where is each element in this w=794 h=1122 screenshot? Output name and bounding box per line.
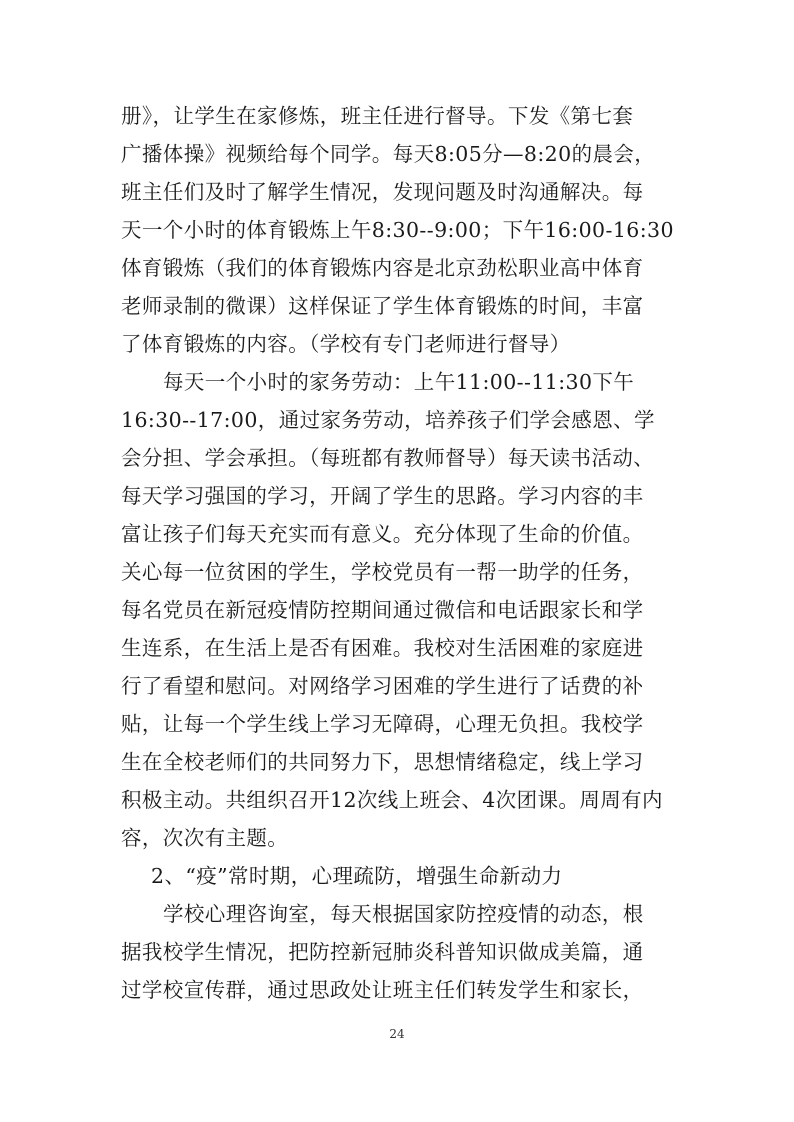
- text-line: 天一个小时的体育锻炼上午8:30--9:00；下午16:00-16:30: [121, 218, 674, 242]
- text-line: 广播体操》视频给每个同学。每天8:05分—8:20的晨会，: [121, 142, 656, 166]
- text-line: 每名党员在新冠疫情防控期间通过微信和电话跟家长和学: [121, 598, 644, 622]
- text-line: 过学校宣传群，通过思政处让班主任们转发学生和家长，: [121, 978, 644, 1002]
- text-line: 积极主动。共组织召开12次线上班会、4次团课。周周有内: [121, 788, 663, 812]
- text-line: 16:30--17:00，通过家务劳动，培养孩子们学会感恩、学: [121, 408, 655, 432]
- text-line: 会分担、学会承担。（每班都有教师督导）每天读书活动、: [121, 446, 655, 470]
- text-line: 关心每一位贫困的学生，学校党员有一帮一助学的任务，: [121, 560, 644, 584]
- text-line: 每天学习强国的学习，开阔了学生的思路。学习内容的丰: [121, 484, 644, 508]
- text-line: 了体育锻炼的内容。（学校有专门老师进行督导）: [121, 332, 571, 356]
- text-line: 生在全校老师们的共同努力下，思想情绪稳定，线上学习: [121, 750, 644, 774]
- paragraph-first-line: 每天一个小时的家务劳动：上午11:00--11:30下午: [163, 370, 635, 394]
- text-line: 富让孩子们每天充实而有意义。充分体现了生命的价值。: [121, 522, 644, 546]
- section-heading: 2、“疫”常时期，心理疏防，增强生命新动力: [151, 864, 563, 888]
- text-line: 班主任们及时了解学生情况，发现问题及时沟通解决。每: [121, 180, 644, 204]
- text-line: 据我校学生情况，把防控新冠肺炎科普知识做成美篇，通: [121, 940, 644, 964]
- page-number: 24: [389, 1027, 405, 1041]
- text-line: 册》，让学生在家修炼，班主任进行督导。下发《第七套: [121, 104, 634, 128]
- text-line: 容，次次有主题。: [121, 826, 289, 850]
- paragraph-first-line: 学校心理咨询室，每天根据国家防控疫情的动态，根: [163, 902, 644, 926]
- text-line: 体育锻炼（我们的体育锻炼内容是北京劲松职业高中体育: [121, 256, 644, 280]
- text-line: 老师录制的微课）这样保证了学生体育锻炼的时间，丰富: [121, 294, 644, 318]
- text-line: 贴，让每一个学生线上学习无障碍，心理无负担。我校学: [121, 712, 644, 736]
- text-line: 生连系，在生活上是否有困难。我校对生活困难的家庭进: [121, 636, 644, 660]
- text-line: 行了看望和慰问。对网络学习困难的学生进行了话费的补: [121, 674, 644, 698]
